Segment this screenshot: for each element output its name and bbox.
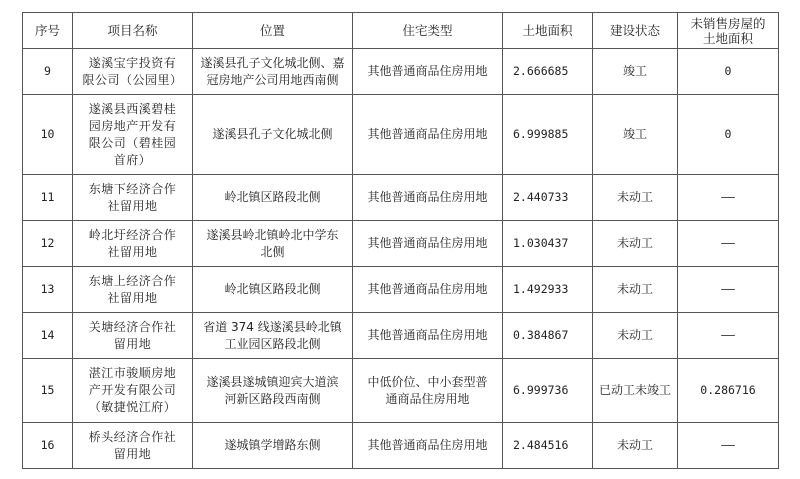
header-type: 住宅类型 (353, 13, 503, 49)
cell-area: 6.999885 (503, 95, 593, 175)
cell-no: 9 (23, 49, 73, 95)
cell-no: 15 (23, 359, 73, 423)
cell-type: 其他普通商品住房用地 (353, 175, 503, 221)
cell-location: 遂城镇学增路东侧 (193, 423, 353, 469)
cell-type: 其他普通商品住房用地 (353, 423, 503, 469)
land-table (22, 12, 779, 469)
cell-location: 遂溪县遂城镇迎宾大道滨 河新区路段西南侧 (193, 359, 353, 423)
cell-name: 岭北圩经济合作 社留用地 (73, 221, 193, 267)
cell-type: 其他普通商品住房用地 (353, 313, 503, 359)
cell-no: 10 (23, 95, 73, 175)
cell-status: 未动工 (593, 175, 678, 221)
cell-location: 岭北镇区路段北侧 (193, 267, 353, 313)
cell-area: 2.484516 (503, 423, 593, 469)
cell-type: 其他普通商品住房用地 (353, 95, 503, 175)
cell-area: 6.999736 (503, 359, 593, 423)
table-row (23, 175, 779, 221)
cell-location: 省道 374 线遂溪县岭北镇 工业园区路段北侧 (193, 313, 353, 359)
cell-no: 14 (23, 313, 73, 359)
cell-unsold: —— (678, 175, 779, 221)
cell-status: 未动工 (593, 221, 678, 267)
cell-unsold: 0.286716 (678, 359, 779, 423)
cell-no: 12 (23, 221, 73, 267)
header-name: 项目名称 (73, 13, 193, 49)
cell-unsold: —— (678, 313, 779, 359)
cell-area: 2.440733 (503, 175, 593, 221)
cell-unsold: 0 (678, 49, 779, 95)
cell-location: 岭北镇区路段北侧 (193, 175, 353, 221)
cell-unsold: 0 (678, 95, 779, 175)
header-unsold: 未销售房屋的 土地面积 (678, 13, 779, 49)
cell-status: 未动工 (593, 313, 678, 359)
cell-type: 其他普通商品住房用地 (353, 49, 503, 95)
cell-no: 13 (23, 267, 73, 313)
cell-area: 0.384867 (503, 313, 593, 359)
header-status: 建设状态 (593, 13, 678, 49)
header-location: 位置 (193, 13, 353, 49)
cell-type: 其他普通商品住房用地 (353, 267, 503, 313)
cell-type: 其他普通商品住房用地 (353, 221, 503, 267)
cell-name: 东塘下经济合作 社留用地 (73, 175, 193, 221)
cell-name: 遂溪宝宇投资有 限公司（公园里） (73, 49, 193, 95)
cell-no: 11 (23, 175, 73, 221)
cell-no: 16 (23, 423, 73, 469)
cell-area: 1.492933 (503, 267, 593, 313)
header-row (23, 13, 779, 49)
cell-unsold: —— (678, 423, 779, 469)
header-area: 土地面积 (503, 13, 593, 49)
cell-area: 1.030437 (503, 221, 593, 267)
cell-name: 东塘上经济合作 社留用地 (73, 267, 193, 313)
cell-location: 遂溪县孔子文化城北侧 (193, 95, 353, 175)
cell-unsold: —— (678, 221, 779, 267)
table-row (23, 95, 779, 175)
cell-location: 遂溪县孔子文化城北侧、嘉 冠房地产公司用地西南侧 (193, 49, 353, 95)
table-row (23, 267, 779, 313)
cell-status: 竣工 (593, 49, 678, 95)
cell-status: 竣工 (593, 95, 678, 175)
table-row (23, 423, 779, 469)
table-row (23, 49, 779, 95)
cell-name: 桥头经济合作社 留用地 (73, 423, 193, 469)
table-row (23, 313, 779, 359)
land-table-wrapper (22, 12, 779, 469)
cell-status: 未动工 (593, 267, 678, 313)
cell-status: 已动工未竣工 (593, 359, 678, 423)
cell-area: 2.666685 (503, 49, 593, 95)
table-row (23, 221, 779, 267)
cell-unsold: —— (678, 267, 779, 313)
cell-location: 遂溪县岭北镇岭北中学东 北侧 (193, 221, 353, 267)
table-row (23, 359, 779, 423)
cell-status: 未动工 (593, 423, 678, 469)
cell-name: 遂溪县西溪碧桂 园房地产开发有 限公司（碧桂园 首府） (73, 95, 193, 175)
cell-type: 中低价位、中小套型普 通商品住房用地 (353, 359, 503, 423)
cell-name: 湛江市骏顺房地 产开发有限公司 （敏捷悦江府） (73, 359, 193, 423)
header-no: 序号 (23, 13, 73, 49)
cell-name: 关塘经济合作社 留用地 (73, 313, 193, 359)
